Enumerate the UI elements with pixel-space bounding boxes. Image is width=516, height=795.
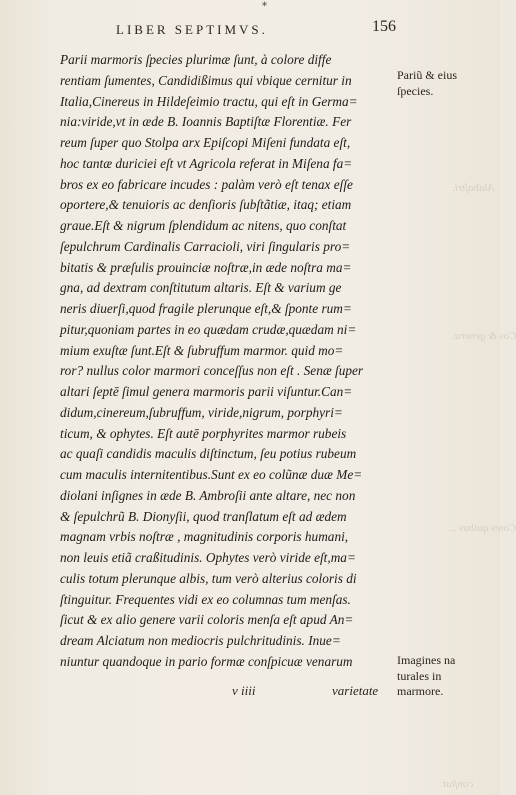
text-line: cum maculis internitentibus.Sunt ex eo colũnæ duæ Me= [60, 467, 363, 482]
text-line: bros ex eo fabricare incudes : palàm verò eſt tenax eſſe [60, 176, 353, 192]
text-line: magnam vrbis noſtræ , magnitudinis corporis humani, [60, 529, 349, 545]
text-line: culis totum plerunque albis, tum verò alterius coloris di [60, 570, 357, 586]
show-through-1: Alabaſtri. [452, 182, 495, 194]
text-line: non leuis etiã craßitudinis. Ophytes verò viride eſt,ma= [60, 550, 356, 565]
text-line: Parii marmoris ſpecies plurimæ ſunt, à colore diffe [60, 52, 332, 67]
margin-note-line: ſpecies. [397, 83, 434, 98]
signature-mark: v iiii [232, 683, 256, 698]
text-line: nia:viride,vt in æde B. Ioannis Baptiſtæ Florentiæ. Fer [60, 114, 352, 130]
text-line: & ſepulchrũ B. Dionyſii, quod tranſlatum eſt ad ædem [60, 508, 347, 524]
margin-note-natural-images [397, 653, 455, 700]
text-line: ſepulchrum Cardinalis Carracioli, viri ſingularis pro= [60, 238, 351, 254]
show-through-2: Cos & genera. [452, 330, 516, 342]
text-line: ror? nullus color marmori conceſſus non eſt . Senæ ſuper [60, 363, 364, 379]
text-line: ſicut & ex alio genere varii coloris menſa eſt apud An= [60, 612, 354, 628]
page-footer [60, 683, 395, 703]
text-line: reum ſuper quo Stolpa arx Epiſcopi Miſeni fundata eſt, [60, 135, 351, 150]
text-line: altari ſeptē ſimul genera marmoris parii viſuntur.Can= [60, 384, 353, 399]
margin-note-line: marmore. [397, 684, 444, 698]
margin-note-line: turales in [397, 668, 442, 683]
text-line: graue.Eſt & nigrum ſplendidum ac nitens, quo conſtat [60, 218, 347, 233]
show-through-4: conſtat. [440, 778, 474, 790]
show-through-3: Cotes quibus ... [448, 522, 516, 534]
margin-note-marble-species [397, 68, 457, 99]
text-line: pitur,quoniam partes in eo quædam crudæ,quædam ni= [60, 321, 357, 337]
text-line: neris diuerſi,quod fragile plerunque eſt,& ſponte rum= [60, 301, 352, 316]
main-text-block [60, 50, 395, 673]
margin-note-line: Pariũ & eius [397, 68, 457, 82]
text-line: bitatis & præſulis prouinciæ noſtræ,in æde noſtra ma= [60, 259, 352, 275]
margin-note-line: Imagines na [397, 653, 456, 667]
text-line: mium exuſtæ ſunt.Eſt & ſubruffum marmor. quid mo= [60, 342, 344, 358]
text-line: rentiam ſumentes, Candidißimus qui vbique cernitur in [60, 72, 352, 88]
text-line: Italia,Cinereus in Hildeſeimio tractu, qui eſt in Germa= [60, 93, 358, 109]
text-line: niuntur quandoque in pario formæ conſpicuæ venarum [60, 653, 353, 669]
text-line: oportere,& tenuioris ac denſioris ſubſtãtiæ, itaq; etiam [60, 197, 352, 213]
text-line: hoc tantæ duriciei eſt vt Agricola referat in Miſena fa= [60, 155, 353, 171]
text-line: ſtinguitur. Frequentes vidi ex eo columnas tum menſas. [60, 591, 351, 607]
running-head: LIBER SEPTIMVS. [116, 22, 268, 37]
text-line: ac quaſi candidis maculis diſtinctum, ſeu potius rubeum [60, 446, 357, 462]
catchword: varietate [332, 683, 379, 698]
top-mark: * [262, 1, 267, 12]
text-line: diolani inſignes in æde B. Ambroſii ante altare, nec non [60, 487, 356, 503]
text-line: ticum, & ophytes. Eſt autē porphyrites marmor rubeis [60, 425, 347, 441]
text-line: didum,cinereum,ſubruffum, viride,nigrum, porphyri= [60, 404, 343, 420]
text-line: gna, ad dextram conſtitutum altaris. Eſt & varium ge [60, 280, 342, 296]
page-number: 156 [372, 18, 396, 35]
text-line: dream Alciatum non mediocris pulchritudinis. Inue= [60, 633, 341, 648]
